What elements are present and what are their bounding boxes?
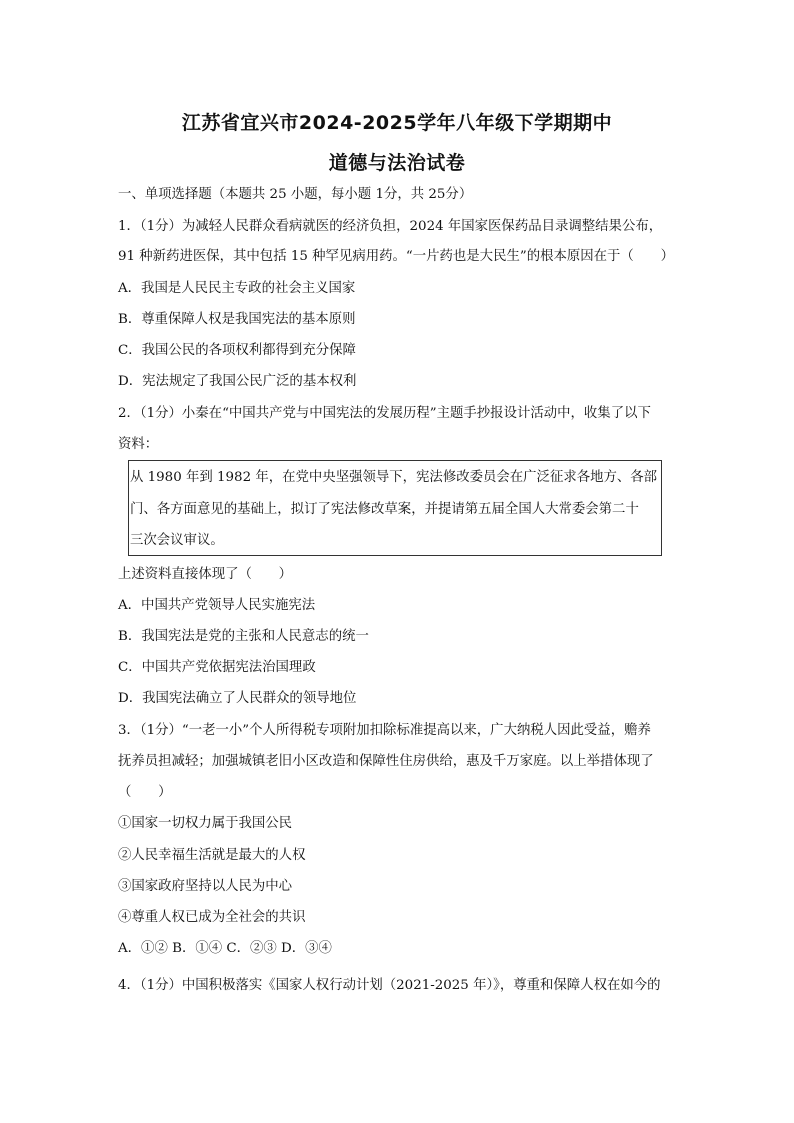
section-heading: 一、单项选择题（本题共 25 小题，每小题 1分，共 25分） [118, 187, 473, 202]
q3-stem-line1: 3．（1分）“一老一小”个人所得税专项附加扣除标准提高以来，广大纳税人因此受益，赡养 [118, 723, 651, 738]
q3-stem-line3: （ ） [118, 785, 172, 800]
q2-stem-line2: 资料： [118, 437, 159, 452]
q1-stem-line1: 1．（1分）为减轻人民群众看病就医的经济负担，2024 年国家医保药品目录调整结果公布， [118, 219, 663, 234]
q1-option-c: C．我国公民的各项权利都得到充分保障 [118, 343, 356, 358]
q2-option-d: D．我国宪法确立了人民群众的领导地位 [118, 691, 357, 706]
exam-title-line1: 江苏省宜兴市2024-2025学年八年级下学期期中 [181, 112, 613, 134]
q2-option-a: A．中国共产党领导人民实施宪法 [118, 598, 316, 613]
q2-option-b: B．我国宪法是党的主张和人民意志的统一 [118, 629, 369, 644]
q3-statement-3: ③国家政府坚持以人民为中心 [118, 879, 293, 894]
q1-option-b: B．尊重保障人权是我国宪法的基本原则 [118, 312, 356, 327]
q1-option-a: A．我国是人民民主专政的社会主义国家 [118, 281, 356, 296]
q3-options: A．①② B．①④ C．②③ D．③④ [118, 941, 332, 956]
q3-statement-1: ①国家一切权力属于我国公民 [118, 816, 293, 831]
q2-stem-line1: 2．（1分）小秦在“中国共产党与中国宪法的发展历程”主题手抄报设计活动中，收集了以下 [118, 406, 651, 421]
q2-material-line1: 从 1980 年到 1982 年，在党中央坚强领导下，宪法修改委员会在广泛征求各地方、各部 [130, 470, 658, 485]
q2-question: 上述资料直接体现了（ ） [118, 567, 293, 582]
q1-option-d: D．宪法规定了我国公民广泛的基本权利 [118, 374, 357, 389]
q3-statement-4: ④尊重人权已成为全社会的共识 [118, 910, 306, 925]
q4-stem-line1: 4．（1分）中国积极落实《国家人权行动计划（2021-2025 年）》，尊重和保障人权在如今的 [118, 978, 661, 993]
q2-material-line2: 门、各方面意见的基础上，拟订了宪法修改草案，并提请第五届全国人大常委会第二十 [130, 502, 639, 517]
q3-stem-line2: 抚养员担减轻；加强城镇老旧小区改造和保障性住房供给，惠及千万家庭。以上举措体现了 [118, 754, 654, 769]
exam-title-line2: 道德与法治试卷 [328, 152, 466, 174]
q1-stem-line2: 91 种新药进医保，其中包括 15 种罕见病用药。“一片药也是大民生”的根本原因在于（ ） [118, 249, 674, 264]
q3-statement-2: ②人民幸福生活就是最大的人权 [118, 848, 306, 863]
q2-material-line3: 三次会议审议。 [130, 533, 224, 548]
q2-option-c: C．中国共产党依据宪法治国理政 [118, 660, 316, 675]
